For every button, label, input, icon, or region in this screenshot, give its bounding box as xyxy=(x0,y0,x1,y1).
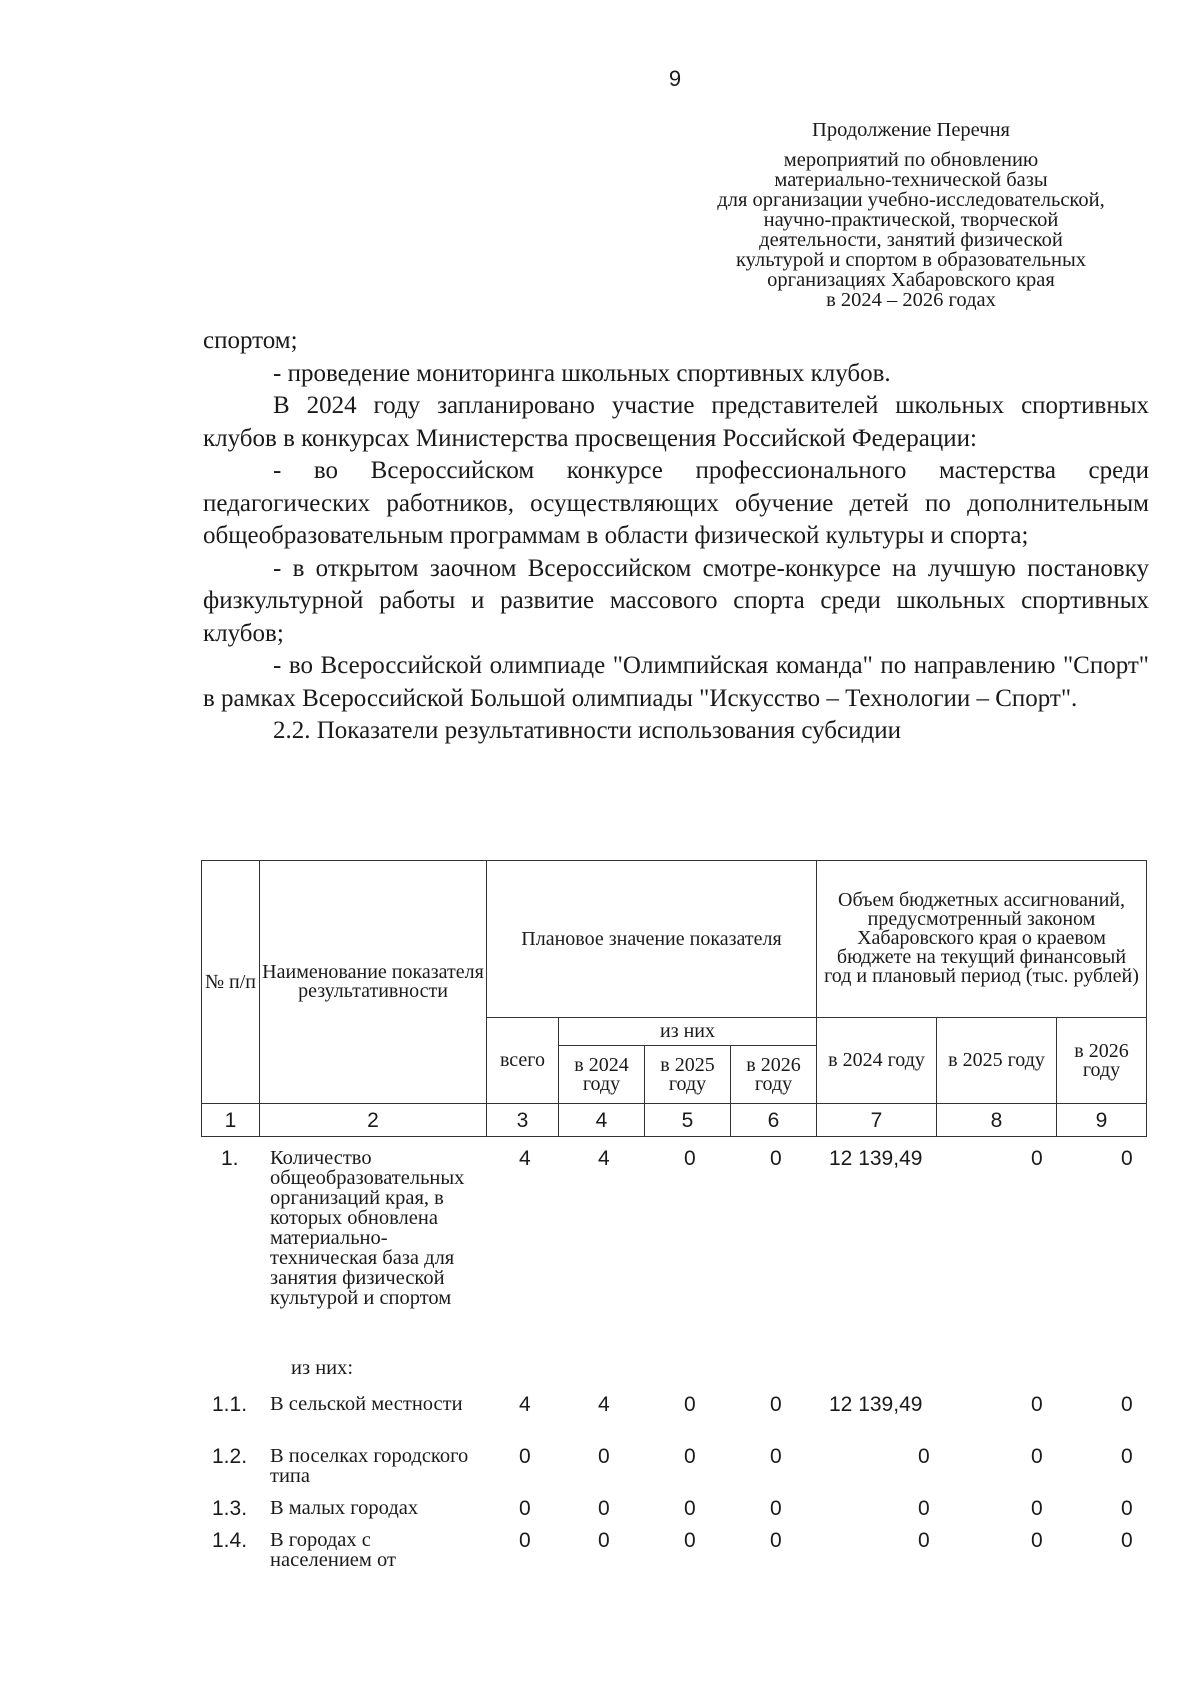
cell-2024: 0 xyxy=(598,1529,610,1552)
header-cell-budget-2025: в 2025 году xyxy=(937,1018,1057,1104)
paragraph: - проведение мониторинга школьных спортивных клубов. xyxy=(273,359,891,387)
cell-2026: 0 xyxy=(770,1393,782,1416)
row-number: 1.3. xyxy=(212,1497,248,1520)
header-line: научно-практической, творческой xyxy=(763,209,1059,231)
header-cell-plan-2024: в 2024 году xyxy=(559,1046,645,1104)
indicators-table xyxy=(201,860,1147,1137)
paragraph: спортом; xyxy=(203,327,298,354)
paragraph: - во Всероссийской олимпиаде "Олимпийская команда" по направлению "Спорт" в рамках Всероссийской Большой олимпиады "Искусство – Технологии – Спорт". xyxy=(203,652,1149,712)
cell-budget-2024: 12 139,49 xyxy=(829,1147,923,1170)
cell-2025: 0 xyxy=(684,1147,696,1170)
cell-budget-2025: 0 xyxy=(1031,1497,1043,1520)
row-name: Количество общеобразовательных организаций края, в которых обновлена материально-техническая база для занятия физической культурой и спортом xyxy=(270,1147,465,1309)
column-number: 6 xyxy=(731,1104,817,1137)
cell-budget-2025: 0 xyxy=(1031,1445,1043,1468)
header-cell-number: № п/п xyxy=(202,861,260,1104)
header-cell-budget: Объем бюджетных ассигнований, предусмотренный законом Хабаровского края о краевом бюджете на текущий финансовый год и плановый период (тыс. рублей) xyxy=(817,861,1147,1018)
cell-budget-2024: 0 xyxy=(918,1445,930,1468)
cell-budget-2026: 0 xyxy=(1121,1147,1133,1170)
header-line: мероприятий по обновлению xyxy=(783,149,1039,171)
cell-budget-2024: 0 xyxy=(918,1497,930,1520)
body-text xyxy=(203,325,1149,748)
of-which-label: из них: xyxy=(291,1357,354,1379)
paragraph: - во Всероссийском конкурсе профессионального мастерства среди педагогических работников, осуществляющих обучение детей по дополнительным общеобразовательным программам в области физической культуры и спорта; xyxy=(203,457,1149,549)
cell-total: 0 xyxy=(519,1445,531,1468)
header-cell-plan-2026: в 2026 году xyxy=(731,1046,817,1104)
header-line: в 2024 – 2026 годах xyxy=(826,289,996,311)
header-line: материально-технической базы xyxy=(774,169,1048,191)
header-line: для организации учебно-исследовательской, xyxy=(717,189,1105,211)
cell-total: 0 xyxy=(519,1497,531,1520)
table-row xyxy=(201,1148,1146,1358)
row-name: В сельской местности xyxy=(270,1393,463,1415)
header-line: культурой и спортом в образовательных xyxy=(735,249,1087,271)
header-cell-plan-2025: в 2025 году xyxy=(645,1046,731,1104)
cell-2025: 0 xyxy=(684,1445,696,1468)
row-name: В поселках городского типа xyxy=(270,1445,469,1487)
row-number: 1.4. xyxy=(212,1529,248,1552)
row-name: В городах с населением от xyxy=(270,1529,396,1571)
cell-2026: 0 xyxy=(770,1445,782,1468)
cell-total: 4 xyxy=(519,1147,531,1170)
column-number: 9 xyxy=(1057,1104,1147,1137)
header-cell-of-which: из них xyxy=(559,1018,817,1046)
table-row xyxy=(201,1498,1146,1530)
paragraph: В 2024 году запланировано участие представителей школьных спортивных клубов в конкурсах Министерства просвещения Российской Федерации: xyxy=(203,392,1149,452)
table-body xyxy=(201,1148,1146,1582)
document-header xyxy=(676,120,1146,310)
cell-budget-2025: 0 xyxy=(1031,1393,1043,1416)
cell-2025: 0 xyxy=(684,1497,696,1520)
cell-budget-2025: 0 xyxy=(1031,1529,1043,1552)
table-row xyxy=(201,1358,1146,1394)
table-row xyxy=(201,1446,1146,1498)
row-number: 1.2. xyxy=(212,1445,248,1468)
column-number: 2 xyxy=(260,1104,487,1137)
column-number: 3 xyxy=(487,1104,559,1137)
header-line: деятельности, занятий физической xyxy=(759,229,1063,251)
column-number: 4 xyxy=(559,1104,645,1137)
cell-budget-2026: 0 xyxy=(1121,1445,1133,1468)
cell-2025: 0 xyxy=(684,1529,696,1552)
row-number: 1. xyxy=(221,1147,239,1170)
header-cell-total: всего xyxy=(487,1018,559,1104)
column-number: 1 xyxy=(202,1104,260,1137)
header-line: организациях Хабаровского края xyxy=(767,269,1055,291)
cell-2024: 0 xyxy=(598,1497,610,1520)
column-number: 8 xyxy=(937,1104,1057,1137)
row-number: 1.1. xyxy=(212,1393,248,1416)
cell-2024: 4 xyxy=(598,1147,610,1170)
section-title: 2.2. Показатели результативности использования субсидии xyxy=(273,717,901,744)
cell-2026: 0 xyxy=(770,1497,782,1520)
cell-budget-2026: 0 xyxy=(1121,1529,1133,1552)
cell-budget-2024: 12 139,49 xyxy=(829,1393,923,1416)
cell-2026: 0 xyxy=(770,1147,782,1170)
cell-2025: 0 xyxy=(684,1393,696,1416)
row-name: В малых городах xyxy=(270,1497,419,1519)
cell-2024: 4 xyxy=(598,1393,610,1416)
cell-budget-2026: 0 xyxy=(1121,1497,1133,1520)
cell-total: 0 xyxy=(519,1529,531,1552)
header-cell-plan: Плановое значение показателя xyxy=(487,861,817,1018)
page-number: 9 xyxy=(668,66,682,91)
header-cell-budget-2026: в 2026 году xyxy=(1057,1018,1147,1104)
column-number: 7 xyxy=(817,1104,937,1137)
table-row xyxy=(201,1530,1146,1582)
table-row xyxy=(201,1394,1146,1446)
cell-total: 4 xyxy=(519,1393,531,1416)
header-continuation: Продолжение Перечня xyxy=(812,119,1010,141)
header-cell-budget-2024: в 2024 году xyxy=(817,1018,937,1104)
header-cell-name: Наименование показателя результативности xyxy=(260,861,487,1104)
cell-budget-2026: 0 xyxy=(1121,1393,1133,1416)
cell-2024: 0 xyxy=(598,1445,610,1468)
column-number: 5 xyxy=(645,1104,731,1137)
cell-budget-2024: 0 xyxy=(918,1529,930,1552)
paragraph: - в открытом заочном Всероссийском смотре-конкурсе на лучшую постановку физкультурной работы и развитие массового спорта среди школьных спортивных клубов; xyxy=(203,554,1149,647)
cell-2026: 0 xyxy=(770,1529,782,1552)
cell-budget-2025: 0 xyxy=(1031,1147,1043,1170)
